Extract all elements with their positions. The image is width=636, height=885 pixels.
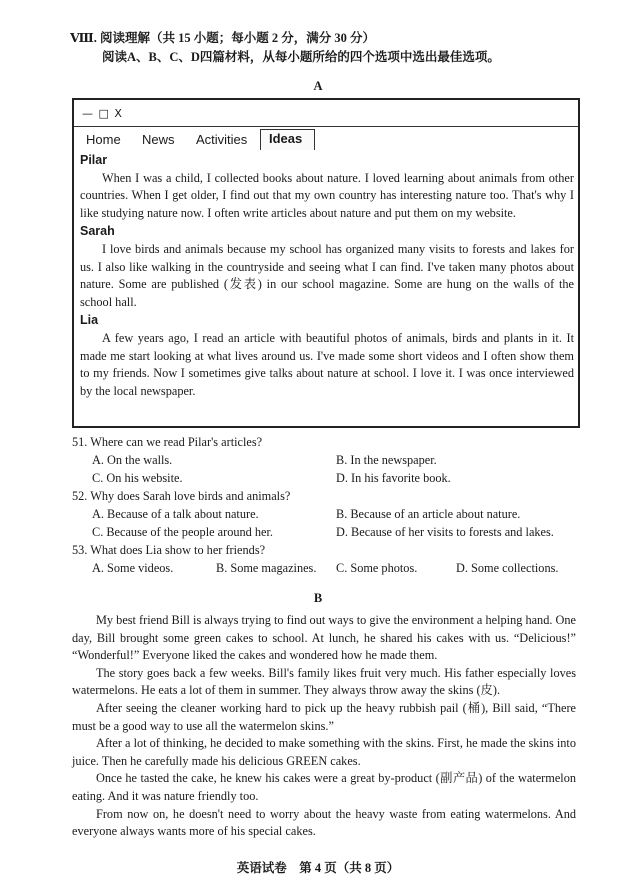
option: C. On his website. <box>92 471 183 485</box>
window-controls-icon: — □ X <box>82 107 123 120</box>
passage-label-b: B <box>313 591 323 605</box>
page-footer: 英语试卷 第 4 页（共 8 页） <box>236 861 400 875</box>
option: D. Because of her visits to forests and lakes. <box>336 525 554 539</box>
section-heading: Ⅷ. 阅读理解（共 15 小题；每小题 2 分，满分 30 分） <box>70 31 375 45</box>
option: D. Some collections. <box>456 561 559 575</box>
post-author: Pilar <box>80 153 108 167</box>
question-stem: 51. Where can we read Pilar's articles? <box>72 435 263 449</box>
option: D. In his favorite book. <box>336 471 451 485</box>
passage-b <box>72 612 576 841</box>
website-nav <box>74 128 578 150</box>
passage-label-a: A <box>313 79 323 93</box>
nav-item-activities: Activities <box>196 132 248 147</box>
paragraph: After a lot of thinking, he decided to make something with the skins. First, he made the skins into juice. Then he carefully made his delicious GREEN cakes. <box>72 736 576 768</box>
paragraph: After seeing the cleaner working hard to pick up the heavy rubbish pail (桶), Bill said, “There must be a good way to use all the watermelon skins.” <box>72 700 576 733</box>
option: C. Because of the people around her. <box>92 525 273 539</box>
post-author: Sarah <box>80 224 115 239</box>
website-mockup <box>72 98 580 428</box>
nav-item-home: Home <box>86 132 121 147</box>
post-text: When I was a child, I collected books about nature. I loved learning about animals from other countries. When I get older, I find out that my own country has interesting nature too. That's why I like studying nature now. I often write articles about nature and put them on my website. <box>80 170 574 220</box>
option: A. On the walls. <box>92 453 173 467</box>
paragraph: From now on, he doesn't need to worry about the heavy waste from eating watermelons. And everyone always wants more of his special cakes. <box>72 806 576 839</box>
section-instructions: 阅读A、B、C、D四篇材料，从每小题所给的四个选项中选出最佳选项。 <box>102 50 500 64</box>
nav-item-news: News <box>142 132 175 147</box>
option: A. Because of a talk about nature. <box>92 507 259 521</box>
paragraph: Once he tasted the cake, he knew his cakes were a great by-product (副产品) of the watermelon eating. And it was nature friendly too. <box>72 771 576 803</box>
option: B. In the newspaper. <box>336 453 437 467</box>
post-text: A few years ago, I read an article with beautiful photos of animals, birds and plants in it. It made me start looking at what lives around us. I've made some short videos and I often show them to my friends. Now I sometimes give talks about nature at school. I love it. I was once interviewed by the local newspaper. <box>80 330 574 398</box>
question-stem: 53. What does Lia show to her friends? <box>72 543 266 557</box>
posts <box>80 152 574 401</box>
option: B. Some magazines. <box>216 561 317 575</box>
nav-item-ideas: Ideas <box>260 129 315 150</box>
post-author: Lia <box>80 313 99 328</box>
option: C. Some photos. <box>336 561 418 575</box>
option: B. Because of an article about nature. <box>336 507 521 521</box>
option: A. Some videos. <box>92 561 174 575</box>
paragraph: The story goes back a few weeks. Bill's family likes fruit very much. His father especially loves watermelons. He eats a lot of them in summer. They always throw away the skins (皮). <box>72 665 576 698</box>
post-text: I love birds and animals because my school has organized many visits to forests and lakes for us. I also like walking in the countryside and seeing what I can find. I've taken many photos about nature. Some are published (发表) in our school magazine. Some are hung on the walls of the school hall. <box>80 241 574 309</box>
paragraph: My best friend Bill is always trying to find out ways to give the environment a helping hand. One day, Bill brought some green cakes to school. At lunch, he shared his cakes with us. “Delicious!” “Wonderful!” Everyone liked the cakes and wondered how he made them. <box>72 613 576 663</box>
question-stem: 52. Why does Sarah love birds and animals? <box>72 489 291 503</box>
window-titlebar <box>74 100 578 127</box>
